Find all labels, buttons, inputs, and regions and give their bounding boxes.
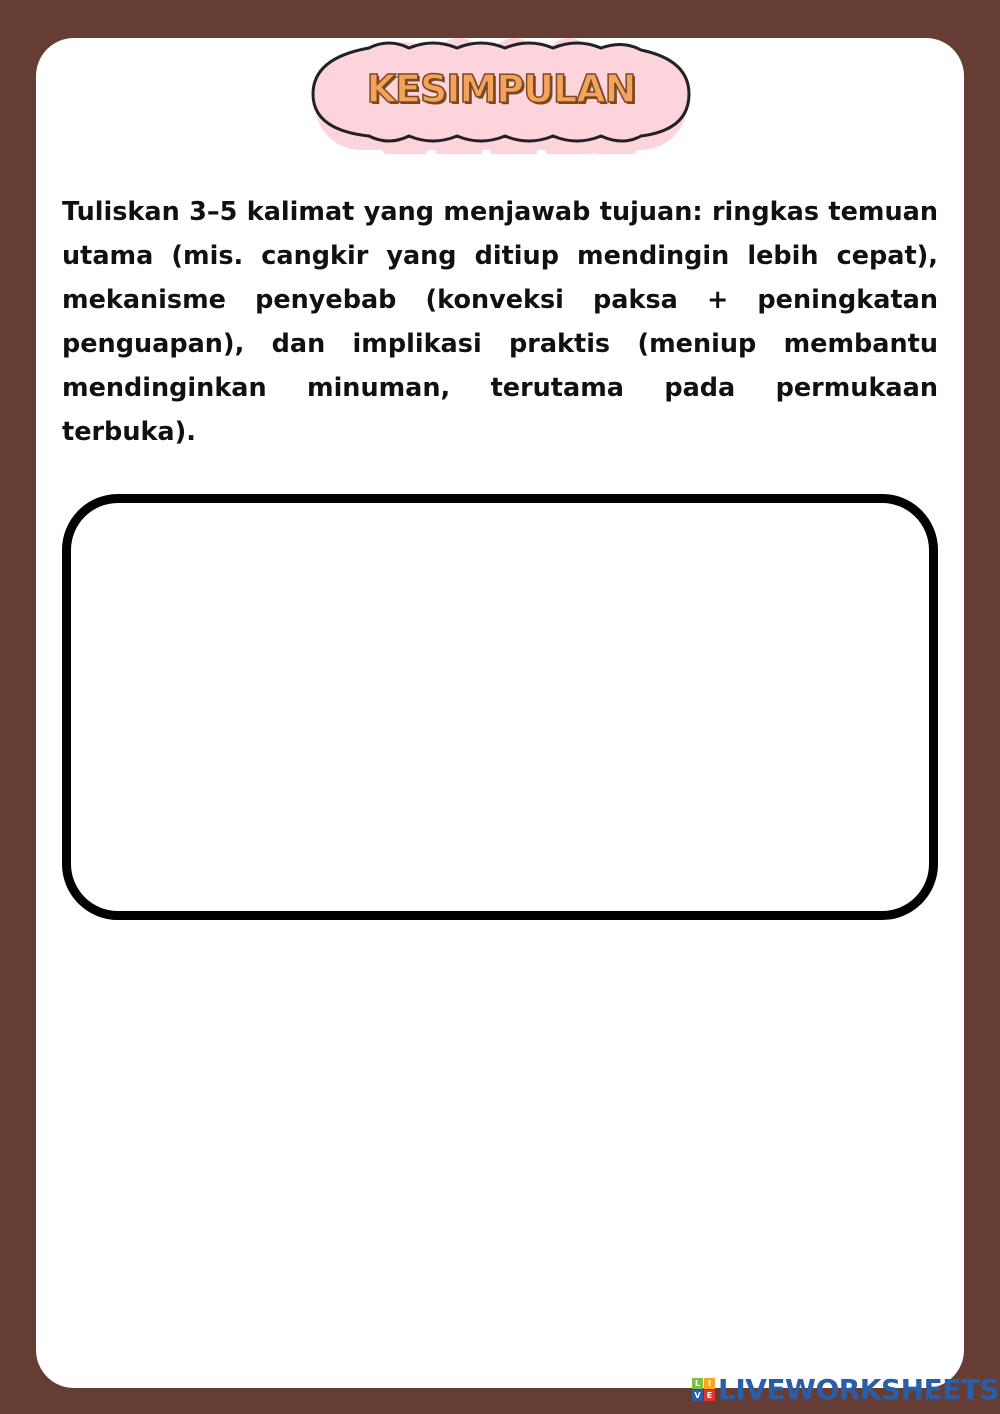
liveworksheets-logo-icon (692, 1378, 716, 1402)
answer-text-area[interactable] (62, 494, 938, 920)
logo-tile-e: E (704, 1390, 715, 1401)
page-title: KESIMPULAN (366, 67, 636, 111)
liveworksheets-brand (692, 1375, 999, 1405)
logo-tile-i: I (704, 1378, 715, 1389)
logo-tile-v: V (692, 1390, 703, 1401)
brand-name: LIVEWORKSHEETS (718, 1373, 1000, 1406)
instruction-text: Tuliskan 3–5 kalimat yang menjawab tujuan: ringkas temuan utama (mis. cangkir yang ditiup mendingin lebih cepat), mekanisme penyebab (konveksi paksa + peningkatan penguapan), dan implikasi praktis (meniup membantu mendinginkan minuman, terutama pada permukaan terbuka). (62, 197, 938, 447)
title-badge (309, 38, 693, 154)
logo-tile-l: L (692, 1378, 703, 1389)
